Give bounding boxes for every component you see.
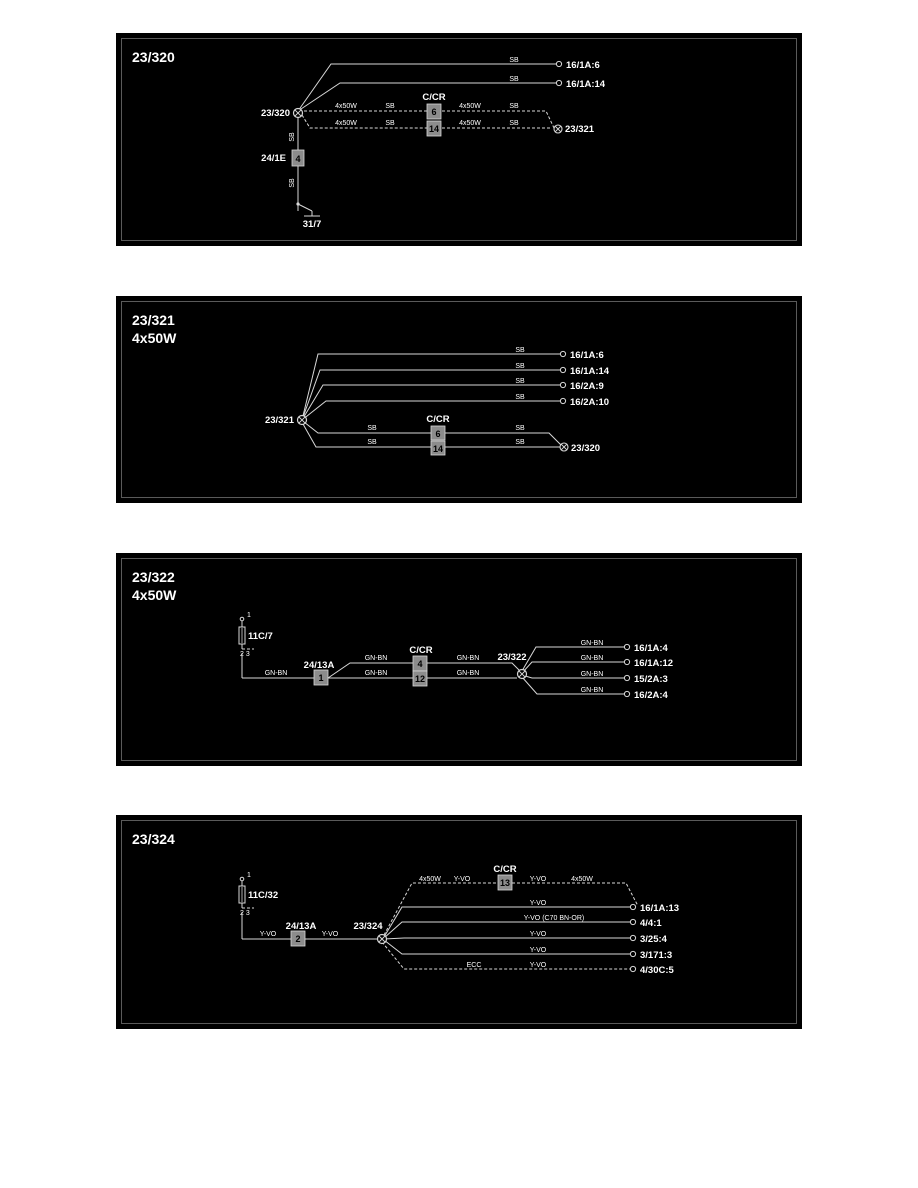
wire-color-label: GN-BN <box>456 655 480 662</box>
wire-color-label: GN-BN <box>364 655 388 662</box>
wire-color-label: GN-BN <box>580 640 604 647</box>
wire-color-label: SB <box>367 425 377 432</box>
fuse-pin-label: 1 <box>247 612 251 619</box>
target-label: 16/2A:9 <box>570 381 604 392</box>
terminal-icon <box>556 80 561 85</box>
fuse-pins-label: 2 3 <box>240 910 250 917</box>
target-label: 3/171:3 <box>640 950 673 961</box>
wire-color-label: Y-VO <box>321 931 339 938</box>
component-label: 24/1E <box>261 153 286 164</box>
wire-color-label: GN-BN <box>364 670 388 677</box>
target-label: 4/4:1 <box>640 918 662 929</box>
wire-color-label: GN-BN <box>580 655 604 662</box>
wire-branch-5-dashed <box>382 942 630 969</box>
wire-branch-3 <box>384 938 630 939</box>
fuse-label: 11C/7 <box>248 631 273 642</box>
terminal-icon <box>630 966 635 971</box>
terminal-icon <box>560 367 565 372</box>
terminal-icon <box>624 675 629 680</box>
wire-color-label: SB <box>367 439 377 446</box>
wire-branch-2 <box>384 922 630 938</box>
wire-color-label: SB <box>515 347 525 354</box>
diagram-panel-23-320 <box>116 33 802 246</box>
fuse-terminal-icon <box>240 877 244 881</box>
terminal-icon <box>630 919 635 924</box>
wire-color-label: GN-BN <box>580 671 604 678</box>
splice-label: 23/321 <box>264 415 294 426</box>
component-pin: 4 <box>295 154 301 164</box>
wire-branch-4 <box>384 940 630 954</box>
wire-color-label: SB <box>509 120 519 127</box>
target-label: 3/25:4 <box>640 934 667 945</box>
wire-color-label: SB <box>515 378 525 385</box>
terminal-icon <box>624 691 629 696</box>
wire-branch-1 <box>522 647 624 671</box>
wiring-diagram <box>116 296 802 503</box>
wire-color-label: Y-VO <box>529 947 547 954</box>
wire-color-label: SB <box>385 103 395 110</box>
splice-label: 23/320 <box>260 108 290 119</box>
wire-color-label: SB <box>509 57 519 64</box>
target-label: 16/1A:14 <box>566 79 606 90</box>
wire-color-label: SB <box>509 76 519 83</box>
terminal-icon <box>630 935 635 940</box>
target-label: 15/2A:3 <box>634 674 668 685</box>
wire-color-label: Y-VO <box>529 876 547 883</box>
wire-color-label: SB <box>509 103 519 110</box>
terminal-icon <box>624 644 629 649</box>
wire-branch-2 <box>522 662 624 673</box>
connector-pin: 14 <box>428 124 440 134</box>
wiring-diagram <box>116 553 802 766</box>
ground-label: 31/7 <box>302 219 322 230</box>
diagram-panel-23-321 <box>116 296 802 503</box>
terminal-icon <box>630 904 635 909</box>
component-pin: 2 <box>295 934 301 944</box>
terminal-icon <box>630 951 635 956</box>
connector-label: C/CR <box>426 414 450 425</box>
target-label: 16/1A:4 <box>634 643 668 654</box>
wire-spec-label: 4x50W <box>459 120 481 127</box>
terminal-icon <box>556 61 561 66</box>
target-label: 16/1A:12 <box>634 658 674 669</box>
connector-pin: 6 <box>435 429 441 439</box>
panel-title: 23/324 <box>132 831 175 847</box>
wire-spec-label: 4x50W <box>335 103 357 110</box>
connector-label: C/CR <box>493 864 517 875</box>
wire-spec-label: 4x50W <box>459 103 481 110</box>
wire-dashed-2-left <box>302 115 428 128</box>
wire-spec-label: 4x50W <box>571 876 593 883</box>
diagram-panel-23-322 <box>116 553 802 766</box>
wire-color-label: Y-VO <box>529 931 547 938</box>
target-label: 23/321 <box>565 124 595 135</box>
target-label: 16/2A:4 <box>634 690 668 701</box>
wire-color-label: SB <box>515 394 525 401</box>
wire-color-label: SB <box>289 132 296 142</box>
junction-dot <box>296 202 299 205</box>
target-label: 16/2A:10 <box>570 397 610 408</box>
wire-color-label: SB <box>385 120 395 127</box>
wire-branch-4 <box>522 677 624 694</box>
target-label: 16/1A:14 <box>570 366 610 377</box>
connector-label: C/CR <box>422 92 446 103</box>
wire-color-label: Y-VO (C70 BN-OR) <box>523 915 585 922</box>
wire-spec-label: 4x50W <box>335 120 357 127</box>
component-label: 24/13A <box>285 921 317 932</box>
terminal-icon <box>624 659 629 664</box>
terminal-icon <box>560 398 565 403</box>
panel-subtitle-text: 4x50W <box>132 587 177 603</box>
wire-color-label: SB <box>515 439 525 446</box>
wire-branch-3 <box>522 675 624 678</box>
panel-title: 23/320 <box>132 49 175 65</box>
component-label: 24/13A <box>303 660 335 671</box>
target-label: 16/1A:6 <box>570 350 604 361</box>
panel-title-text: 23/322 <box>132 569 175 585</box>
target-label: 16/1A:13 <box>640 903 680 914</box>
wiring-diagram <box>116 33 802 246</box>
connector-pin: 4 <box>417 659 423 669</box>
splice-label: 23/322 <box>497 652 527 663</box>
connector-pin: 14 <box>432 444 444 454</box>
wire-color-label: Y-VO <box>529 962 547 969</box>
panel-subtitle-text: 4x50W <box>132 330 177 346</box>
terminal-icon <box>560 382 565 387</box>
wire-color-label: GN-BN <box>264 670 288 677</box>
wire-ground-link <box>298 204 312 211</box>
wire-color-label: SB <box>515 425 525 432</box>
wire-color-label: GN-BN <box>580 687 604 694</box>
wire-color-label: SB <box>515 363 525 370</box>
connector-pin: 6 <box>431 107 437 117</box>
diagram-panel-23-324 <box>116 815 802 1029</box>
component-pin: 1 <box>318 673 324 683</box>
splice-label: 23/324 <box>353 921 383 932</box>
target-label: 16/1A:6 <box>566 60 600 71</box>
terminal-icon <box>560 351 565 356</box>
wiring-diagram <box>116 815 802 1029</box>
wire-color-label: GN-BN <box>456 670 480 677</box>
wire-color-label: Y-VO <box>529 900 547 907</box>
target-label: 4/30C:5 <box>640 965 674 976</box>
connector-pin: 12 <box>414 674 426 684</box>
wire-color-label: Y-VO <box>259 931 277 938</box>
wire-ecc-label: ECC <box>466 962 482 969</box>
fuse-pin-label: 1 <box>247 872 251 879</box>
fuse-pins-label: 2 3 <box>240 651 250 658</box>
wire-color-label: SB <box>289 178 296 188</box>
target-label: 23/320 <box>571 443 601 454</box>
fuse-label: 11C/32 <box>248 890 279 901</box>
panel-title-text: 23/321 <box>132 312 175 328</box>
fuse-terminal-icon <box>240 617 244 621</box>
wire-color-label: Y-VO <box>453 876 471 883</box>
connector-label: C/CR <box>409 645 433 656</box>
wire-loop-1-right <box>445 433 562 446</box>
wire-spec-label: 4x50W <box>419 876 441 883</box>
connector-pin: 13 <box>499 878 511 888</box>
